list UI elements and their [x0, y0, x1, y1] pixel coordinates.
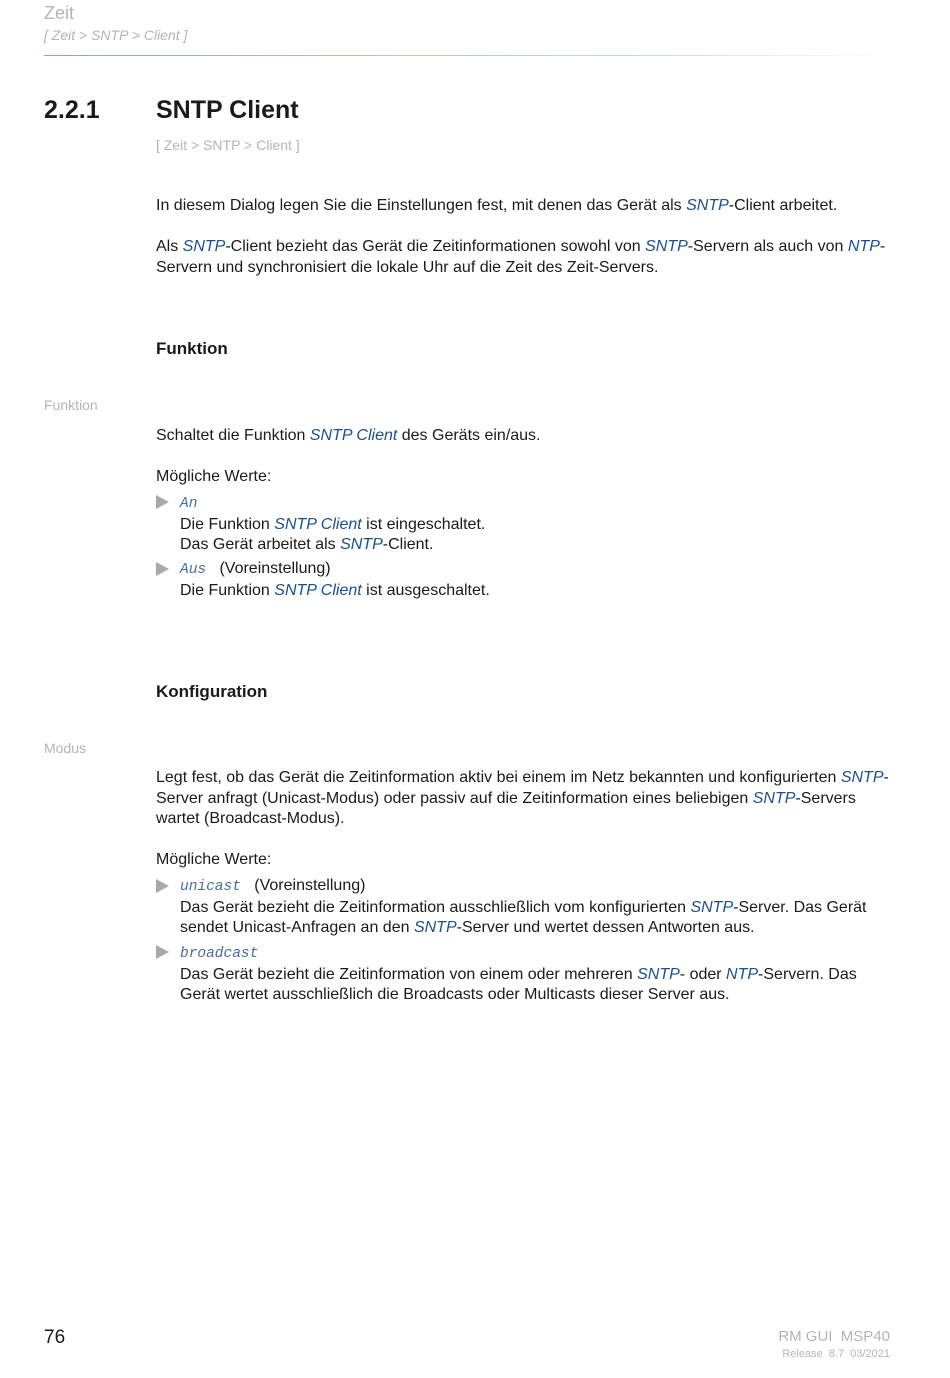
intro-paragraph-1 [156, 196, 891, 217]
term-link: SNTP [340, 536, 383, 553]
term-link: SNTP [645, 238, 688, 255]
term-link: SNTP [840, 769, 884, 786]
bullet-triangle-icon [156, 879, 169, 893]
funktion-description [156, 426, 891, 447]
running-header-title: Zeit [44, 3, 75, 23]
text-run: ist eingeschaltet. [361, 515, 486, 533]
modus-description [156, 768, 891, 830]
section-title: SNTP Client [156, 96, 299, 124]
text-run: In diesem Dialog legen Sie die Einstellungen fest, mit denen das Gerät als [156, 197, 687, 214]
bullet-triangle-icon [156, 495, 169, 509]
funktion-side-label: Funktion [44, 397, 98, 413]
modus-option-unicast [180, 876, 895, 939]
text-run: - oder [679, 965, 727, 983]
term-link: SNTP [752, 789, 796, 807]
term-link: SNTP [686, 197, 729, 214]
running-header-path: [ Zeit > SNTP > Client ] [44, 27, 188, 43]
text-run: des Geräts ein/aus. [397, 427, 541, 444]
term-link: NTP [726, 965, 759, 983]
konfiguration-heading: Konfiguration [156, 682, 268, 701]
value-keyword: unicast [180, 879, 241, 895]
term-link: SNTP [637, 965, 680, 983]
text-run: -Client. [382, 536, 434, 553]
default-note: (Voreinstellung) [254, 877, 366, 894]
intro-paragraph-2 [156, 237, 891, 278]
text-run: -Servern und synchronisiert die lokale Uhr auf die Zeit des Zeit-Servers. [156, 238, 886, 276]
text-run: Legt fest, ob das Gerät die Zeitinformation aktiv bei einem im Netz bekannten und konfigurierten [156, 769, 841, 786]
modus-values-label: Mögliche Werte: [156, 851, 272, 868]
footer-release: Release 8.7 03/2021 [782, 1348, 890, 1360]
bullet-triangle-icon [156, 945, 169, 959]
text-run: Die Funktion [180, 515, 275, 533]
header-divider [44, 55, 889, 56]
section-number: 2.2.1 [44, 96, 100, 124]
section-menu-path: [ Zeit > SNTP > Client ] [156, 137, 300, 153]
text-run: -Server anfragt (Unicast-Modus) oder passiv auf die Zeitinformation eines beliebigen [156, 769, 889, 807]
funktion-values-label: Mögliche Werte: [156, 468, 272, 485]
term-link: SNTP [182, 238, 226, 255]
bullet-triangle-icon [156, 562, 169, 576]
text-run: -Server und wertet dessen Antworten aus. [456, 919, 755, 936]
value-keyword: Aus [180, 562, 207, 578]
text-run: Als [156, 238, 183, 255]
funktion-option-aus [180, 559, 895, 601]
text-run: Das Gerät bezieht die Zeitinformation ausschließlich vom konfigurierten [180, 898, 691, 916]
term-link: SNTP Client [274, 515, 362, 533]
text-run: -Server. Das Gerät sendet Unicast-Anfragen an den [180, 898, 867, 936]
text-run: Schaltet die Funktion [156, 427, 310, 444]
term-link: SNTP Client [309, 427, 398, 444]
text-run: -Servern als auch von [687, 238, 848, 255]
modus-option-broadcast [180, 943, 895, 1006]
term-link: NTP [847, 238, 880, 255]
text-run: Die Funktion [180, 581, 275, 599]
default-note: (Voreinstellung) [219, 560, 331, 577]
term-link: SNTP [413, 919, 457, 936]
value-keyword: broadcast [180, 946, 259, 962]
text-run: Das Gerät bezieht die Zeitinformation von einem oder mehreren [180, 965, 638, 983]
page-number: 76 [44, 1327, 66, 1348]
text-run: -Servern. Das Gerät wertet ausschließlich die Broadcasts oder Multicasts dieser Server aus. [180, 965, 857, 1003]
funktion-option-an [180, 493, 895, 556]
text-run: -Client bezieht das Gerät die Zeitinformationen sowohl von [225, 238, 646, 255]
text-run: Das Gerät arbeitet als [180, 536, 341, 553]
term-link: SNTP [690, 898, 734, 916]
value-keyword: An [180, 496, 198, 512]
term-link: SNTP Client [274, 581, 362, 599]
text-run: -Client arbeitet. [728, 197, 838, 214]
modus-side-label: Modus [44, 740, 87, 756]
text-run: ist ausgeschaltet. [361, 581, 490, 599]
footer-document-name: RM GUI MSP40 [778, 1328, 890, 1345]
text-run: -Servers wartet (Broadcast-Modus). [156, 789, 856, 827]
funktion-heading: Funktion [156, 339, 228, 358]
